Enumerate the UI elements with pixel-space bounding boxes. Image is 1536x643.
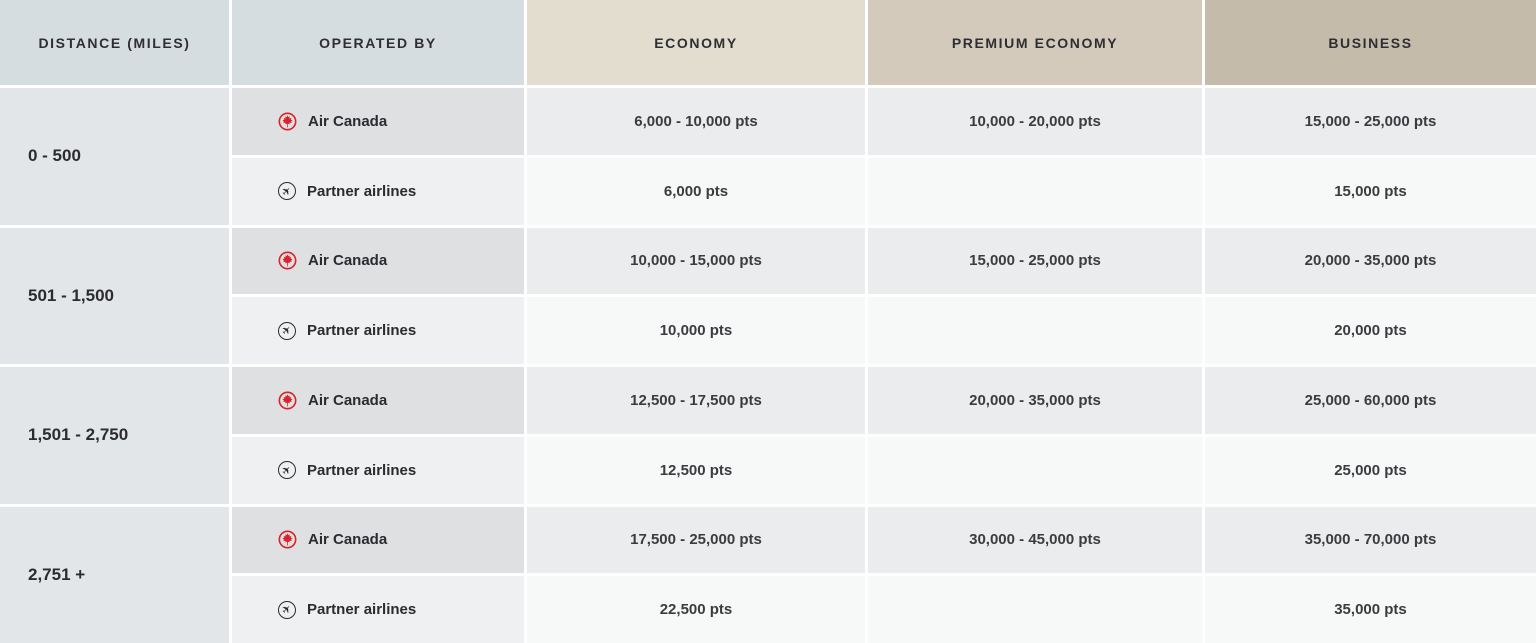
operator-label: Partner airlines bbox=[307, 601, 417, 619]
points-premium-economy: 15,000 - 25,000 pts bbox=[868, 228, 1202, 295]
points-business: 25,000 pts bbox=[1205, 437, 1536, 504]
operator-cell-partner-airlines bbox=[232, 437, 524, 504]
distance-band-label: 0 - 500 bbox=[0, 88, 229, 225]
air-canada-maple-leaf-icon bbox=[278, 391, 297, 410]
air-canada-maple-leaf-icon bbox=[278, 251, 297, 270]
column-header-business: BUSINESS bbox=[1205, 0, 1536, 85]
operator-cell-air-canada bbox=[232, 88, 524, 155]
points-economy: 22,500 pts bbox=[527, 576, 865, 643]
column-header-economy: ECONOMY bbox=[527, 0, 865, 85]
operator-label: Partner airlines bbox=[307, 461, 417, 479]
points-economy: 12,500 - 17,500 pts bbox=[527, 367, 865, 434]
partner-airplane-icon: ✈ bbox=[279, 601, 295, 618]
operator-label: Partner airlines bbox=[307, 182, 417, 200]
air-canada-maple-leaf-icon bbox=[278, 530, 297, 549]
air-canada-maple-leaf-icon bbox=[278, 112, 297, 131]
operator-label: Air Canada bbox=[308, 112, 388, 130]
operator-label: Air Canada bbox=[308, 531, 388, 549]
operator-cell-partner-airlines bbox=[232, 576, 524, 643]
operator-cell-air-canada bbox=[232, 507, 524, 574]
partner-airplane-icon: ✈ bbox=[279, 322, 295, 339]
points-economy: 12,500 pts bbox=[527, 437, 865, 504]
points-business: 35,000 pts bbox=[1205, 576, 1536, 643]
points-premium-economy bbox=[868, 297, 1202, 364]
operator-label: Air Canada bbox=[308, 252, 388, 270]
points-economy: 17,500 - 25,000 pts bbox=[527, 507, 865, 574]
column-header-distance: DISTANCE (MILES) bbox=[0, 0, 229, 85]
distance-band-label: 2,751 + bbox=[0, 507, 229, 643]
column-header-premium-economy: PREMIUM ECONOMY bbox=[868, 0, 1202, 85]
points-business: 35,000 - 70,000 pts bbox=[1205, 507, 1536, 574]
points-premium-economy bbox=[868, 437, 1202, 504]
points-business: 20,000 pts bbox=[1205, 297, 1536, 364]
points-premium-economy: 30,000 - 45,000 pts bbox=[868, 507, 1202, 574]
points-premium-economy: 20,000 - 35,000 pts bbox=[868, 367, 1202, 434]
operator-cell-air-canada bbox=[232, 367, 524, 434]
points-business: 25,000 - 60,000 pts bbox=[1205, 367, 1536, 434]
points-premium-economy bbox=[868, 576, 1202, 643]
partner-airplane-icon: ✈ bbox=[279, 462, 295, 478]
distance-band-label: 1,501 - 2,750 bbox=[0, 367, 229, 504]
distance-band-label: 501 - 1,500 bbox=[0, 228, 229, 365]
points-economy: 10,000 pts bbox=[527, 297, 865, 364]
points-premium-economy bbox=[868, 158, 1202, 225]
operator-cell-partner-airlines bbox=[232, 297, 524, 364]
points-business: 20,000 - 35,000 pts bbox=[1205, 228, 1536, 295]
column-header-operated-by: OPERATED BY bbox=[232, 0, 524, 85]
points-economy: 10,000 - 15,000 pts bbox=[527, 228, 865, 295]
operator-cell-air-canada bbox=[232, 228, 524, 295]
points-economy: 6,000 pts bbox=[527, 158, 865, 225]
points-business: 15,000 - 25,000 pts bbox=[1205, 88, 1536, 155]
points-business: 15,000 pts bbox=[1205, 158, 1536, 225]
operator-cell-partner-airlines bbox=[232, 158, 524, 225]
partner-airplane-icon: ✈ bbox=[279, 183, 295, 199]
operator-label: Partner airlines bbox=[307, 322, 417, 340]
points-economy: 6,000 - 10,000 pts bbox=[527, 88, 865, 155]
points-premium-economy: 10,000 - 20,000 pts bbox=[868, 88, 1202, 155]
operator-label: Air Canada bbox=[308, 391, 388, 409]
